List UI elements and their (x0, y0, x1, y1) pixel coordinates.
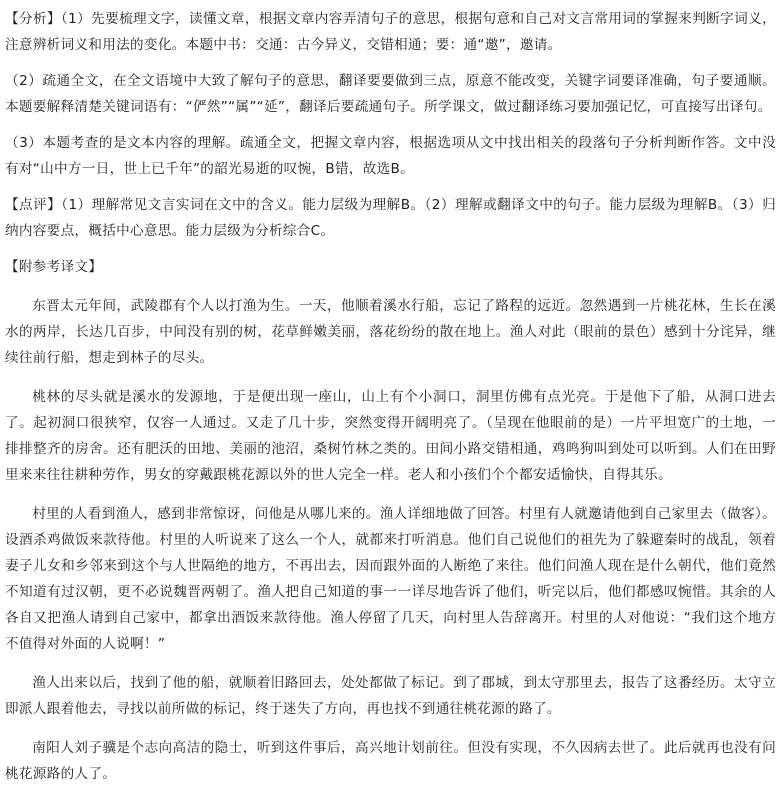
translation-paragraph: 东晋太元年间，武陵郡有个人以打渔为生。一天，他顺着溪水行船，忘记了路程的远近。忽然遇到一片桃花林，生长在溪水的两岸，长达几百步，中间没有别的树，花草鲜嫩美丽，落花纷纷的散在地上。渔人对此（眼前的景色）感到十分诧异，继续往前行船，想走到林子的尽头。 (5, 298, 776, 366)
translation-paragraph: 南阳人刘子骥是个志向高洁的隐士，听到这件事后，高兴地计划前往。但没有实现，不久因病去世了。此后就再也没有问桃花源路的人了。 (5, 740, 776, 782)
analysis-paragraph-2: （2）疏通全文，在全文语境中大致了解句子的意思，翻译要要做到三点，原意不能改变，关键字词要译准确，句子要通顺。本题要解释清楚关键词语有：“俨然”“属”“延”，翻译后要疏通句子。所学课文，做过翻译练习要加强记忆，可直接写出译句。 (5, 73, 776, 115)
analysis-paragraph-1: 【分析】（1）先要梳理文字，读懂文章，根据文章内容弄清句子的意思，根据句意和自己对文言常用词的掌握来判断字词义，注意辨析词义和用法的变化。本题中书：交通：古今异义，交错相通；要：通“邀”，邀请。 (5, 11, 776, 53)
translation-paragraph: 桃林的尽头就是溪水的发源地，于是便出现一座山，山上有个小洞口，洞里仿佛有点光亮。于是他下了船，从洞口进去了。起初洞口很狭窄，仅容一人通过。又走了几十步，突然变得开阔明亮了。（呈现在他眼前的是）一片平坦宽广的土地，一排排整齐的房舍。还有肥沃的田地、美丽的池沼，桑树竹林之类的。田间小路交错相通，鸡鸣狗叫到处可以听到。人们在田野里来来往往耕种劳作，男女的穿戴跟桃花源以外的世人完全一样。老人和小孩们个个都安适愉快，自得其乐。 (5, 389, 776, 483)
translation-heading: 【附参考译文】 (5, 259, 103, 275)
analysis-paragraph-3: （3）本题考查的是文本内容的理解。疏通全文，把握文章内容，根据选项从文中找出相关的段落句子分析判断作答。文中没有对“山中方一日，世上已千年”的韶光易逝的叹惋，B错，故选B。 (5, 135, 776, 177)
comment-paragraph: 【点评】（1）理解常见文言实词在文中的含义。能力层级为理解B。（2）理解或翻译文中的句子。能力层级为理解B。（3）归纳内容要点，概括中心意思。能力层级为分析综合C。 (5, 197, 776, 239)
translation-paragraph: 渔人出来以后，找到了他的船，就顺着旧路回去，处处都做了标记。到了郡城，到太守那里去，报告了这番经历。太守立即派人跟着他去，寻找以前所做的标记，终于迷失了方向，再也找不到通往桃花源的路了。 (5, 675, 776, 717)
translation-paragraph: 村里的人看到渔人，感到非常惊讶，问他是从哪儿来的。渔人详细地做了回答。村里有人就邀请他到自己家里去（做客）。设酒杀鸡做饭来款待他。村里的人听说来了这么一个人，就都来打听消息。他们自己说他们的祖先为了躲避秦时的战乱，领着妻子儿女和乡邻来到这个与人世隔绝的地方，不再出去，因而跟外面的人断绝了来往。他们问渔人现在是什么朝代，他们竟然不知道有过汉朝，更不必说魏晋两朝了。渔人把自己知道的事一一详尽地告诉了他们，听完以后，他们都感叹惋惜。其余的人各自又把渔人请到自己家中，都拿出酒饭来款待他。渔人停留了几天，向村里人告辞离开。村里的人对他说：“我们这个地方不值得对外面的人说啊！” (5, 506, 776, 652)
